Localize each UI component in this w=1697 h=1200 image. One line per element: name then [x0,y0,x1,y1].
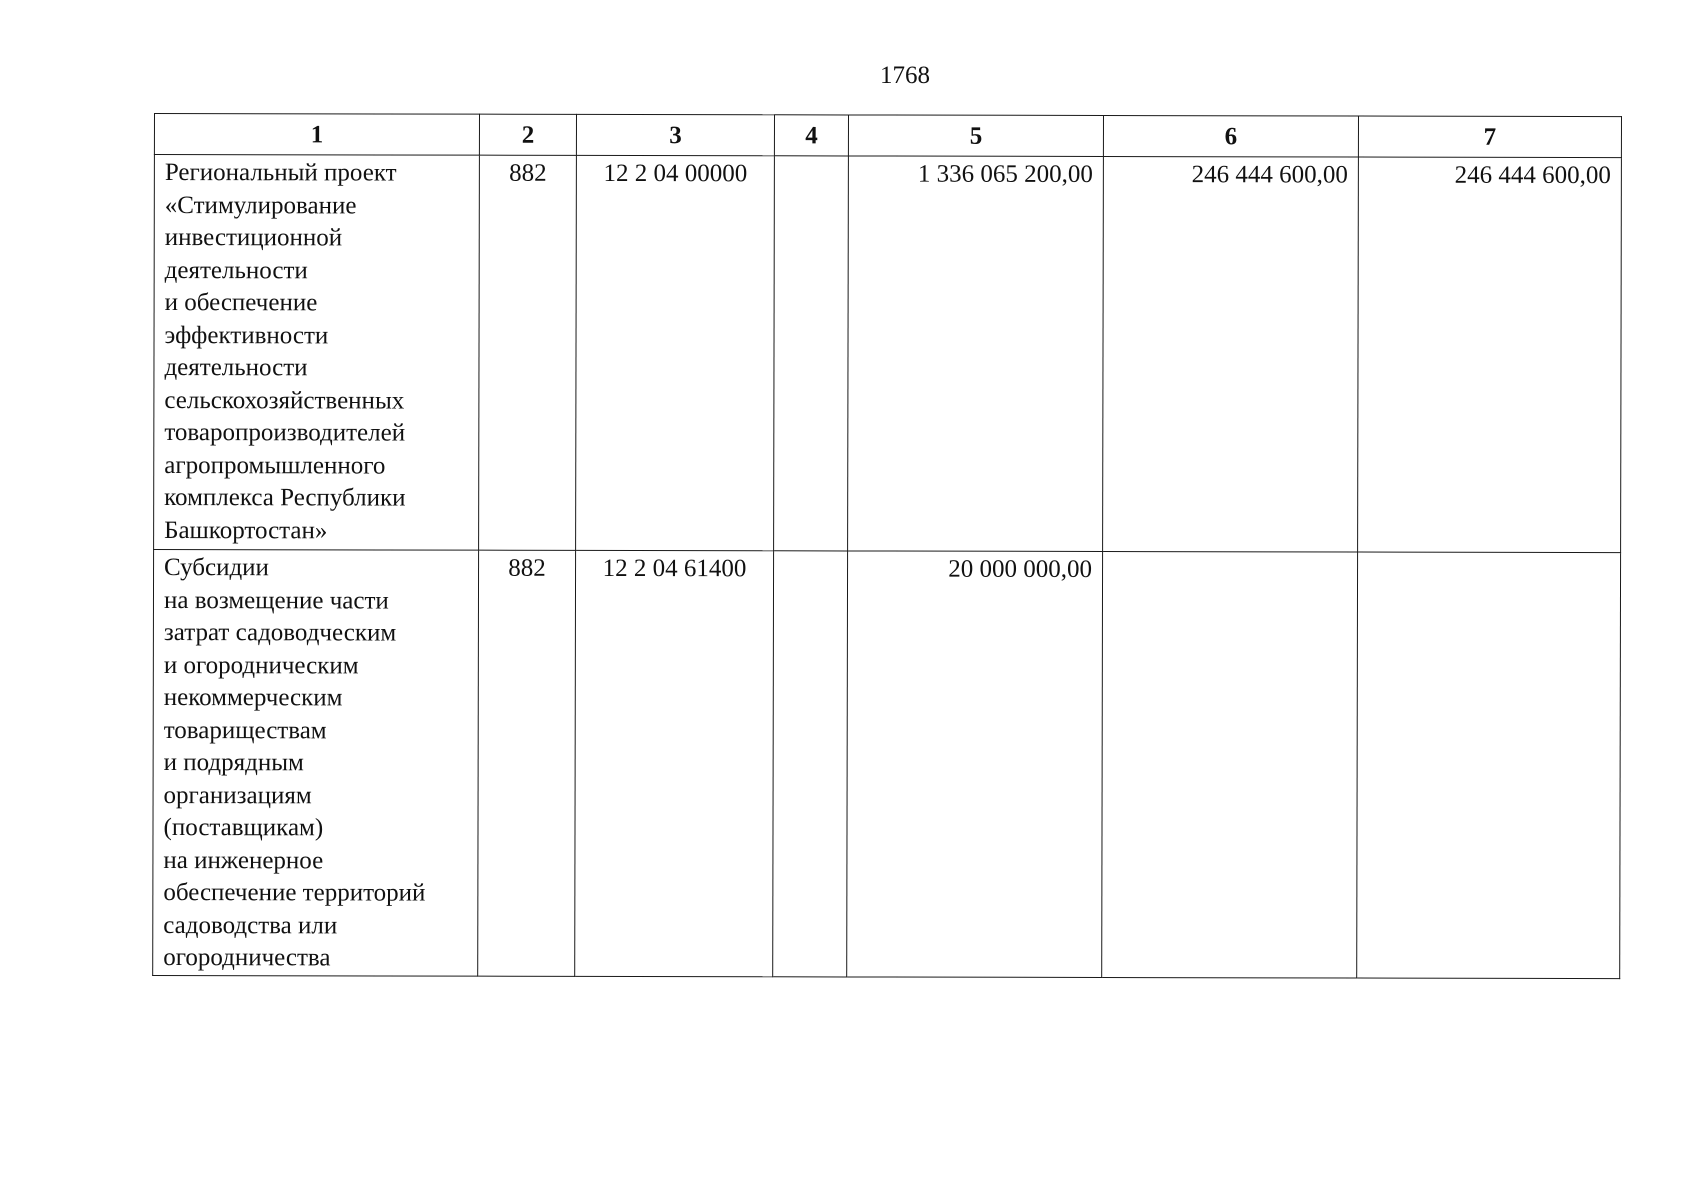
page-number: 1768 [880,62,930,89]
row-name-line: и обеспечение [164,289,318,317]
row-name-cell [154,155,480,551]
row-amount-col5: 1 336 065 200,00 [848,156,1104,552]
row-name-line: и подрядным [163,749,304,777]
header-col-2: 2 [479,114,576,155]
row-name-line: огородничества [163,944,331,972]
document-sheet [152,113,1621,979]
header-col-1: 1 [154,114,479,156]
row-name-line: и огородническим [163,651,359,679]
row-name-line: (поставщикам) [163,814,324,842]
row-name-line: агропромышленного [164,451,386,479]
header-col-4: 4 [774,115,848,156]
row-name-line: сельскохозяйственных [164,386,405,415]
row-name-line: инвестиционной [164,224,343,252]
row-name-line: эффективности [164,321,329,349]
header-col-3: 3 [576,114,774,155]
header-row [154,114,1621,158]
row-admin-code: 882 [479,155,577,550]
row-name-line: Башкортостан» [164,516,328,544]
row-name-line: товаропроизводителей [164,419,406,447]
row-amount-col6 [1102,551,1358,977]
row-name-line: деятельности [164,354,308,382]
row-expense-type [774,156,849,551]
header-col-6: 6 [1103,115,1358,157]
row-amount-col7 [1357,552,1621,978]
row-name-line: садоводства или [163,911,338,939]
row-name-line: товариществам [163,716,327,744]
row-name-line: «Стимулирование [164,191,357,219]
row-name-line: на инженерное [163,846,324,874]
row-amount-col6: 246 444 600,00 [1103,156,1359,552]
row-admin-code: 882 [478,550,576,976]
header-col-7: 7 [1358,116,1621,158]
row-name-line: Субсидии [164,554,269,582]
row-name-line: комплекса Республики [164,484,406,512]
table-row [154,155,1622,553]
row-name-line: затрат садоводческим [163,619,397,647]
row-name-line: на возмещение части [163,586,389,614]
budget-table [152,113,1622,979]
row-name-line: деятельности [164,256,308,284]
row-expense-type [773,551,848,977]
row-amount-col7: 246 444 600,00 [1358,157,1622,553]
header-col-5: 5 [848,115,1103,157]
row-name-line: Региональный проект [164,159,397,187]
table-row [153,550,1621,979]
row-name-line: некоммерческим [163,684,343,712]
row-name-line: организациям [163,781,312,809]
row-amount-col5: 20 000 000,00 [847,551,1103,977]
row-name-cell [153,550,479,976]
row-name-line: обеспечение территорий [163,879,426,907]
row-target-code: 12 2 04 61400 [575,550,774,976]
row-target-code: 12 2 04 00000 [576,155,775,550]
